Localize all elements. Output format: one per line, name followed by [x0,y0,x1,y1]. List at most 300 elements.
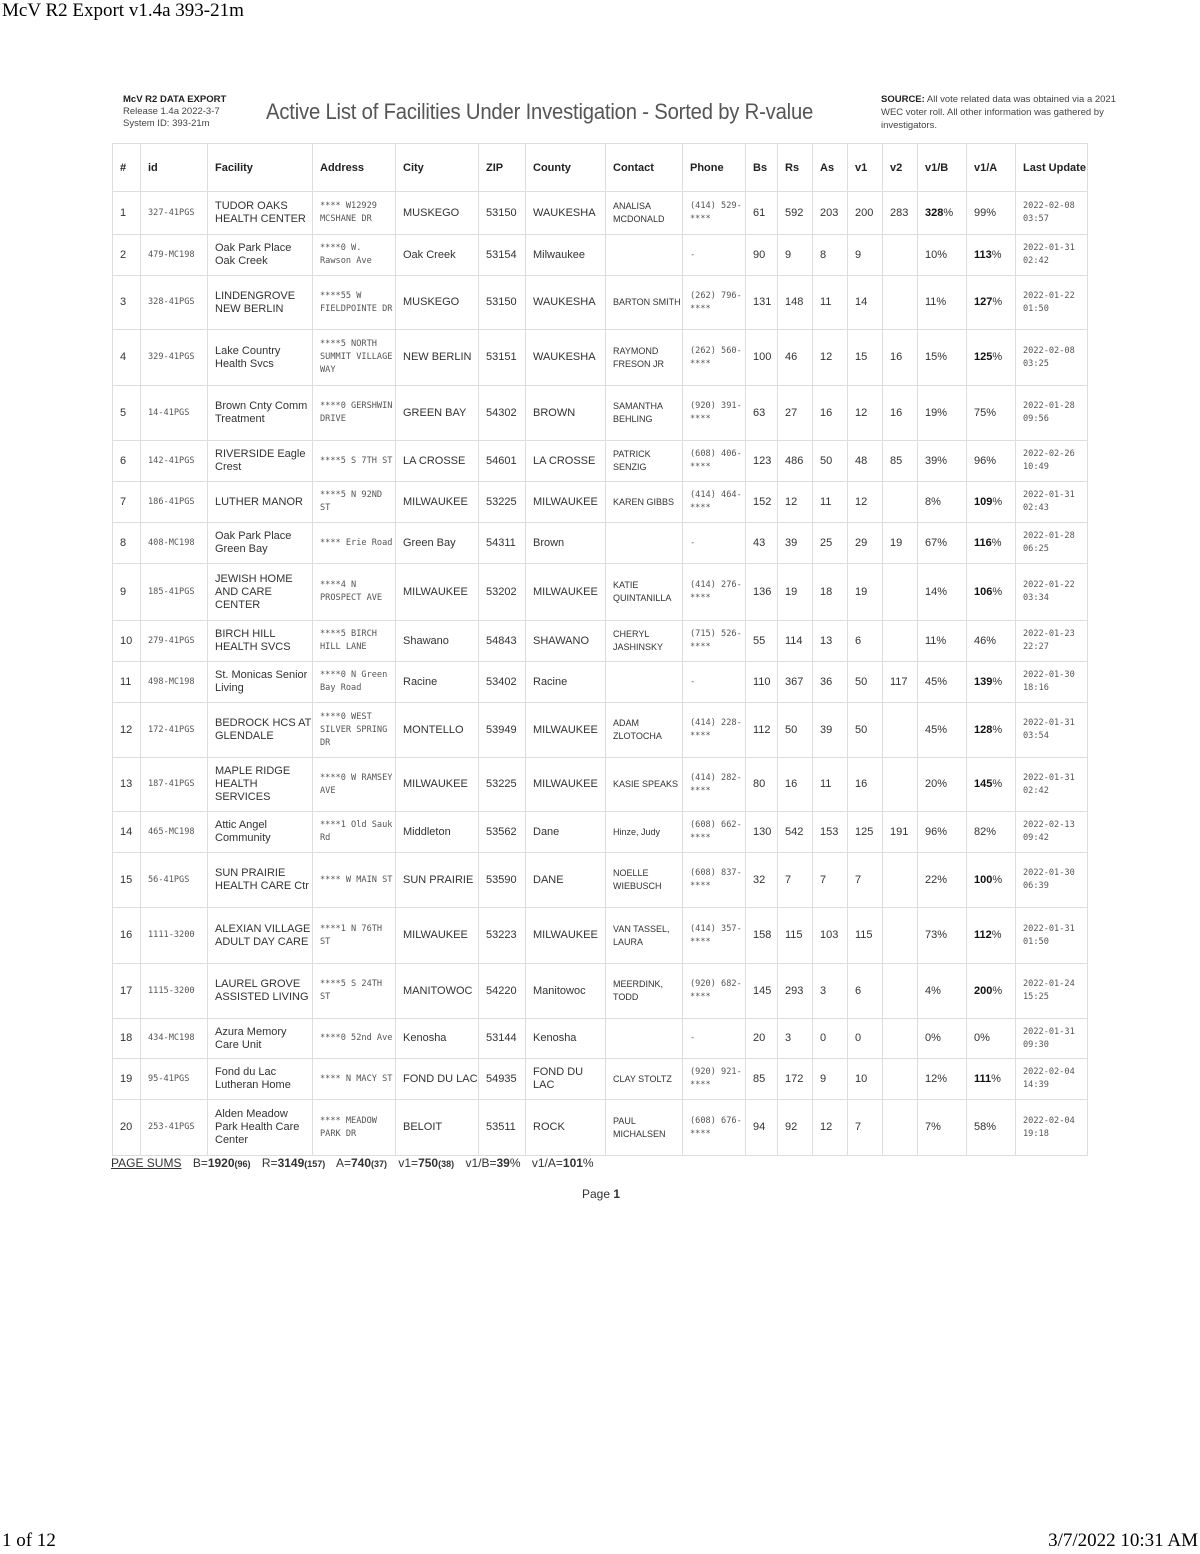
cell-v1b [918,564,967,621]
sum-v1a-suffix: % [582,1156,594,1170]
cell-v1: 200 [848,192,883,235]
cell-n: 1 [113,192,141,235]
percent-sign: % [986,825,997,838]
cell-address: **** MEADOW PARK DR [313,1100,396,1156]
cell-facility: MAPLE RIDGE HEALTH SERVICES [208,758,313,812]
sum-v1b-suffix: % [509,1156,521,1170]
cell-bs: 130 [746,812,778,853]
cell-v2 [883,908,918,964]
cell-id: 329-41PGS [141,330,208,386]
source-label: SOURCE: [881,94,925,105]
column-header: City [396,144,479,192]
sum-a-value: 740 [350,1156,372,1170]
cell-phone: (414) 357-**** [683,908,746,964]
cell-contact: KATIE QUINTANILLA [606,564,683,621]
cell-phone: - [683,235,746,276]
cell-n: 17 [113,964,141,1019]
sum-b-prefix: B= [192,1156,208,1170]
percent-sign: % [931,495,941,508]
cell-contact: PATRICK SENZIG [606,441,683,482]
cell-v1a-value: 112 [974,929,992,941]
cell-bs: 20 [746,1019,778,1059]
cell-facility: SUN PRAIRIE HEALTH CARE Ctr [208,853,313,908]
cell-v1b-value: 12 [925,1072,938,1085]
cell-updated: 2022-01-31 03:54 [1016,703,1088,758]
cell-facility: RIVERSIDE Eagle Crest [208,441,313,482]
cell-contact: Hinze, Judy [606,812,683,853]
cell-bs: 136 [746,564,778,621]
cell-updated: 2022-02-04 14:39 [1016,1059,1088,1100]
cell-facility: Azura Memory Care Unit [208,1019,313,1059]
cell-as: 9 [813,1059,848,1100]
cell-v1b [918,330,967,386]
cell-as: 50 [813,441,848,482]
cell-v1: 12 [848,386,883,441]
cell-v1b-value: 0 [925,1032,932,1044]
cell-v2 [883,703,918,758]
cell-county: BROWN [526,386,606,441]
table-row [113,853,1088,908]
table-row [113,192,1088,235]
cell-n: 16 [113,908,141,964]
column-header: v2 [883,144,918,192]
cell-address: ****0 GERSHWIN DRIVE [313,386,396,441]
cell-v1a [967,1059,1016,1100]
cell-city: MANITOWOC [396,964,479,1019]
cell-as: 13 [813,621,848,662]
percent-sign: % [943,206,954,219]
cell-city: MILWAUKEE [396,908,479,964]
cell-city: Shawano [396,621,479,662]
cell-city: LA CROSSE [396,441,479,482]
percent-sign: % [980,1032,990,1044]
sum-r-value: 3149 [277,1156,305,1170]
cell-v1b-value: 328 [925,206,944,219]
cell-n: 11 [113,662,141,703]
cell-updated: 2022-01-31 09:30 [1016,1019,1088,1059]
cell-as: 25 [813,523,848,564]
percent-sign: % [937,536,948,549]
cell-bs: 32 [746,853,778,908]
cell-bs: 63 [746,386,778,441]
sum-v1-prefix: v1= [398,1156,419,1170]
cell-id: 56-41PGS [141,853,208,908]
cell-zip: 53562 [479,812,526,853]
sum-v1-sub: (38) [438,1159,455,1169]
cell-v1b-value: 4 [925,984,932,997]
cell-v2 [883,758,918,812]
sum-b-sub: (96) [234,1159,251,1169]
cell-county: WAUKESHA [526,192,606,235]
cell-as: 203 [813,192,848,235]
cell-v1b-value: 67 [925,536,938,549]
cell-n: 9 [113,564,141,621]
cell-id: 142-41PGS [141,441,208,482]
column-header: Contact [606,144,683,192]
cell-v1a [967,330,1016,386]
cell-n: 5 [113,386,141,441]
cell-as: 36 [813,662,848,703]
percent-sign: % [986,1121,997,1133]
cell-updated: 2022-02-08 03:57 [1016,192,1088,235]
cell-v1: 29 [848,523,883,564]
cell-contact [606,1019,683,1059]
cell-n: 18 [113,1019,141,1059]
sum-a-prefix: A= [335,1156,351,1170]
cell-v1b-value: 8 [925,495,932,508]
cell-county: LA CROSSE [526,441,606,482]
percent-sign: % [936,296,947,308]
cell-county: ROCK [526,1100,606,1156]
table-row [113,758,1088,812]
cell-contact [606,662,683,703]
percent-sign: % [931,984,941,997]
cell-v1: 14 [848,276,883,330]
cell-city: Middleton [396,812,479,853]
cell-rs: 114 [778,621,813,662]
cell-id: 253-41PGS [141,1100,208,1156]
cell-address: ****5 BIRCH HILL LANE [313,621,396,662]
cell-v1: 115 [848,908,883,964]
cell-v1a [967,386,1016,441]
cell-v2 [883,964,918,1019]
cell-v1: 7 [848,853,883,908]
cell-v1b [918,276,967,330]
cell-zip: 54302 [479,386,526,441]
percent-sign: % [937,675,948,688]
cell-as: 16 [813,386,848,441]
cell-v1a [967,564,1016,621]
meta-line-1: McV R2 DATA EXPORT [123,94,227,105]
cell-v1: 6 [848,964,883,1019]
cell-v1a-value: 139 [974,675,993,688]
cell-bs: 123 [746,441,778,482]
cell-n: 4 [113,330,141,386]
cell-id: 186-41PGS [141,482,208,523]
cell-v1a-value: 111 [974,1072,992,1085]
page-label: Page [582,1187,614,1201]
cell-city: NEW BERLIN [396,330,479,386]
column-header: Last Update [1016,144,1088,192]
percent-sign: % [986,406,997,419]
cell-contact [606,523,683,564]
cell-id: 328-41PGS [141,276,208,330]
cell-contact: SAMANTHA BEHLING [606,386,683,441]
page-sums [111,1156,602,1170]
column-header: Bs [746,144,778,192]
column-header: Facility [208,144,313,192]
cell-n: 3 [113,276,141,330]
cell-v1b-value: 11 [925,634,937,647]
cell-v1b [918,964,967,1019]
cell-updated: 2022-01-31 02:42 [1016,235,1088,276]
table-row [113,621,1088,662]
cell-v1a [967,908,1016,964]
cell-address: ****1 N 76TH ST [313,908,396,964]
percent-sign: % [992,351,1003,363]
cell-v1b-value: 14 [925,585,938,598]
cell-v1a-value: 0 [974,1032,981,1044]
cell-bs: 131 [746,276,778,330]
cell-city: Oak Creek [396,235,479,276]
cell-city: MILWAUKEE [396,564,479,621]
percent-sign: % [931,1121,941,1133]
cell-county: WAUKESHA [526,276,606,330]
cell-phone: (414) 228-**** [683,703,746,758]
cell-n: 15 [113,853,141,908]
cell-updated: 2022-02-26 10:49 [1016,441,1088,482]
percent-sign: % [991,248,1002,261]
table-header-row [113,144,1088,192]
cell-n: 7 [113,482,141,523]
cell-v1b-value: 15 [925,351,938,363]
cell-v1b [918,812,967,853]
cell-updated: 2022-01-31 01:50 [1016,908,1088,964]
cell-id: 185-41PGS [141,564,208,621]
cell-v1: 50 [848,703,883,758]
facilities-table [112,143,1088,1156]
cell-facility: BEDROCK HCS AT GLENDALE [208,703,313,758]
cell-v1: 50 [848,662,883,703]
cell-address: ****5 NORTH SUMMIT VILLAGE WAY [313,330,396,386]
cell-rs: 39 [778,523,813,564]
cell-as: 12 [813,330,848,386]
cell-v1a [967,662,1016,703]
cell-v1a [967,276,1016,330]
percent-sign: % [937,406,948,419]
cell-v1b [918,758,967,812]
cell-rs: 7 [778,853,813,908]
cell-phone: - [683,1019,746,1059]
cell-n: 12 [113,703,141,758]
cell-facility: LINDENGROVE NEW BERLIN [208,276,313,330]
column-header: # [113,144,141,192]
cell-v1a-value: 116 [974,536,992,549]
cell-v1b-value: 45 [925,675,938,688]
cell-address: ****1 Old Sauk Rd [313,812,396,853]
cell-n: 8 [113,523,141,564]
cell-zip: 53225 [479,758,526,812]
cell-zip: 54220 [479,964,526,1019]
cell-v1a-value: 82 [974,825,987,838]
table-row [113,1100,1088,1156]
cell-city: BELOIT [396,1100,479,1156]
table-row [113,441,1088,482]
percent-sign: % [992,296,1003,308]
cell-facility: Brown Cnty Comm Treatment [208,386,313,441]
cell-phone: (715) 526-**** [683,621,746,662]
cell-zip: 53144 [479,1019,526,1059]
cell-v2: 19 [883,523,918,564]
cell-v1: 125 [848,812,883,853]
cell-facility: ALEXIAN VILLAGE ADULT DAY CARE [208,908,313,964]
page-title: Active List of Facilities Under Investigation - Sorted by R-value [266,99,814,124]
sum-v1 [398,1156,454,1170]
cell-rs: 367 [778,662,813,703]
cell-address: ****5 S 7TH ST [313,441,396,482]
cell-rs: 148 [778,276,813,330]
cell-v1a-value: 96 [974,454,987,467]
cell-city: MUSKEGO [396,276,479,330]
cell-v1a [967,523,1016,564]
cell-zip: 53150 [479,192,526,235]
cell-v1b-value: 19 [925,406,938,419]
percent-sign: % [992,723,1003,736]
cell-contact: CHERYL JASHINSKY [606,621,683,662]
cell-v1b [918,386,967,441]
cell-county: Kenosha [526,1019,606,1059]
cell-facility: LAUREL GROVE ASSISTED LIVING [208,964,313,1019]
cell-rs: 3 [778,1019,813,1059]
cell-zip: 53154 [479,235,526,276]
column-header: v1/A [967,144,1016,192]
cell-address: ****0 52nd Ave [313,1019,396,1059]
cell-v2 [883,1019,918,1059]
cell-updated: 2022-02-08 03:25 [1016,330,1088,386]
cell-v2: 16 [883,330,918,386]
cell-v1a-value: 106 [974,585,993,598]
cell-zip: 54311 [479,523,526,564]
percent-sign: % [991,1072,1001,1085]
cell-updated: 2022-01-22 01:50 [1016,276,1088,330]
table-row [113,964,1088,1019]
cell-zip: 53402 [479,662,526,703]
cell-phone: (262) 796-**** [683,276,746,330]
cell-county: MILWAUKEE [526,703,606,758]
cell-updated: 2022-01-30 18:16 [1016,662,1088,703]
cell-address: **** W12929 MCSHANE DR [313,192,396,235]
cell-id: 327-41PGS [141,192,208,235]
cell-v1b [918,853,967,908]
cell-city: Racine [396,662,479,703]
cell-as: 39 [813,703,848,758]
cell-facility: Oak Park Place Green Bay [208,523,313,564]
cell-v2 [883,1059,918,1100]
cell-v1b [918,621,967,662]
cell-county: MILWAUKEE [526,758,606,812]
cell-v2: 191 [883,812,918,853]
cell-address: **** W MAIN ST [313,853,396,908]
cell-bs: 43 [746,523,778,564]
cell-zip: 53590 [479,853,526,908]
cell-facility: St. Monicas Senior Living [208,662,313,703]
cell-v1b [918,192,967,235]
cell-updated: 2022-02-04 19:18 [1016,1100,1088,1156]
cell-v2 [883,621,918,662]
cell-county: MILWAUKEE [526,482,606,523]
column-header: County [526,144,606,192]
table-row [113,1019,1088,1059]
cell-v1b-value: 39 [925,454,938,467]
sum-v1b-value: 39 [496,1156,510,1170]
cell-v1a [967,812,1016,853]
cell-city: MILWAUKEE [396,758,479,812]
cell-county: Brown [526,523,606,564]
cell-rs: 12 [778,482,813,523]
cell-as: 12 [813,1100,848,1156]
cell-city: GREEN BAY [396,386,479,441]
cell-rs: 115 [778,908,813,964]
cell-id: 479-MC198 [141,235,208,276]
cell-id: 1115-3200 [141,964,208,1019]
source-note [881,93,1121,132]
cell-v1b [918,1059,967,1100]
cell-contact: KASIE SPEAKS [606,758,683,812]
page-number [582,1187,620,1201]
cell-n: 10 [113,621,141,662]
percent-sign: % [992,873,1003,886]
cell-bs: 112 [746,703,778,758]
source-text: All vote related data was obtained via a 2021 WEC voter roll. All other information was gathered by investigators. [881,94,1116,131]
page-number-value: 1 [613,1187,621,1201]
print-page-count: 1 of 12 [2,1530,56,1551]
column-header: Address [313,144,396,192]
sum-r [262,1156,325,1170]
cell-id: 408-MC198 [141,523,208,564]
cell-rs: 19 [778,564,813,621]
cell-v1a [967,853,1016,908]
page-sums-label: PAGE SUMS [111,1156,182,1170]
percent-sign: % [936,634,947,647]
cell-address: ****0 W RAMSEY AVE [313,758,396,812]
percent-sign: % [992,675,1003,688]
table-row [113,276,1088,330]
cell-v1: 16 [848,758,883,812]
cell-n: 20 [113,1100,141,1156]
cell-v1a [967,964,1016,1019]
cell-v1: 0 [848,1019,883,1059]
cell-updated: 2022-01-31 02:43 [1016,482,1088,523]
cell-facility: Oak Park Place Oak Creek [208,235,313,276]
cell-id: 95-41PGS [141,1059,208,1100]
cell-v1b-value: 45 [925,723,938,736]
sum-v1-value: 750 [418,1156,439,1170]
cell-v1b [918,482,967,523]
percent-sign: % [937,248,948,261]
print-header-title: McV R2 Export v1.4a 393-21m [2,0,244,21]
print-datetime: 3/7/2022 10:31 AM [1048,1530,1198,1551]
sum-r-prefix: R= [261,1156,278,1170]
cell-id: 434-MC198 [141,1019,208,1059]
column-header: Rs [778,144,813,192]
cell-address: ****0 N Green Bay Road [313,662,396,703]
cell-v1b-value: 10 [925,248,938,261]
cell-address: ****55 W FIELDPOINTE DR [313,276,396,330]
cell-phone: (608) 662-**** [683,812,746,853]
column-header: id [141,144,208,192]
cell-v1b-value: 20 [925,778,938,790]
cell-as: 8 [813,235,848,276]
percent-sign: % [937,351,948,363]
cell-as: 103 [813,908,848,964]
cell-bs: 100 [746,330,778,386]
cell-as: 11 [813,482,848,523]
cell-v1: 9 [848,235,883,276]
percent-sign: % [991,536,1002,549]
cell-rs: 542 [778,812,813,853]
cell-bs: 80 [746,758,778,812]
cell-address: ****5 S 24TH ST [313,964,396,1019]
cell-v1: 10 [848,1059,883,1100]
cell-address: **** Erie Road [313,523,396,564]
cell-zip: 53202 [479,564,526,621]
sum-v1b [465,1156,520,1170]
table-row [113,1059,1088,1100]
cell-zip: 53150 [479,276,526,330]
cell-phone: (920) 391-**** [683,386,746,441]
cell-updated: 2022-01-28 09:56 [1016,386,1088,441]
cell-v1b [918,662,967,703]
